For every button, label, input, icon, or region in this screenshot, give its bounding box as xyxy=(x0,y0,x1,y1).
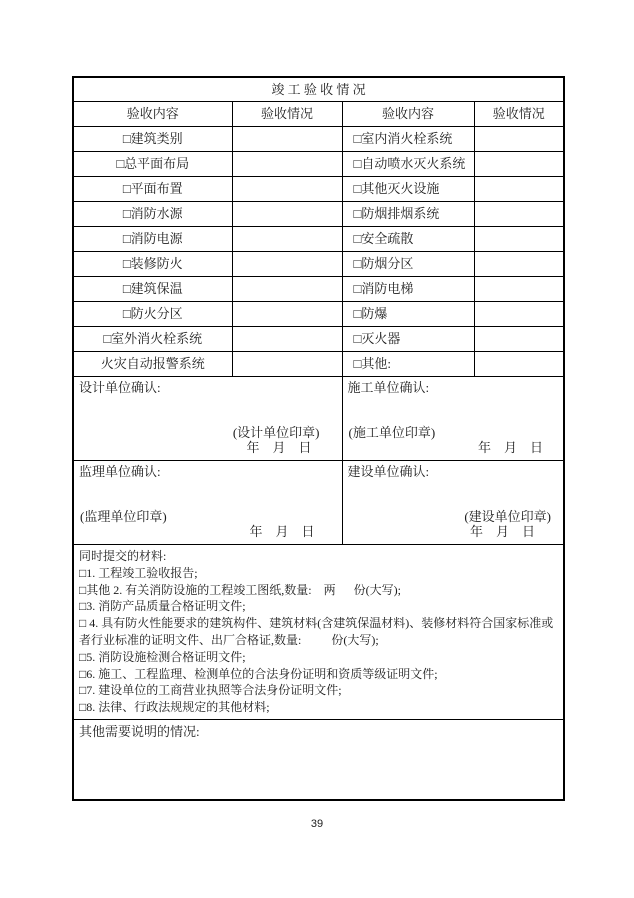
checklist-item: □总平面布局 xyxy=(73,152,232,177)
client-unit-confirm-label: 建设单位确认: xyxy=(347,464,430,479)
materials-item: □7. 建设单位的工商营业执照等合法身份证明文件; xyxy=(79,683,342,698)
checklist-item: 火灾自动报警系统 xyxy=(73,352,232,377)
checklist-row xyxy=(73,302,564,327)
other-notes-cell xyxy=(73,719,564,800)
column-header-row xyxy=(73,102,564,127)
checklist-item: □平面布置 xyxy=(73,177,232,202)
checklist-row xyxy=(73,252,564,277)
checklist-item: □防火分区 xyxy=(73,302,232,327)
checklist-item: □建筑保温 xyxy=(73,277,232,302)
status-cell xyxy=(232,227,342,252)
client-unit-confirm-cell xyxy=(342,461,564,545)
status-cell xyxy=(232,202,342,227)
materials-item: □3. 消防产品质量合格证明文件; xyxy=(79,599,246,614)
form-title: 竣 工 验 收 情 况 xyxy=(73,77,564,102)
status-cell xyxy=(474,352,564,377)
checklist-row xyxy=(73,227,564,252)
materials-item: □其他 2. 有关消防设施的工程竣工图纸,数量: 两 份(大写); xyxy=(79,582,401,597)
checklist-item: □自动喷水灭火系统 xyxy=(342,152,474,177)
design-unit-date-line: 年 月 日 xyxy=(246,440,312,456)
page-number: 39 xyxy=(310,818,324,830)
supervision-unit-confirm-label: 监理单位确认: xyxy=(79,464,161,479)
checklist-item: □装修防火 xyxy=(73,252,232,277)
checklist-item: □安全疏散 xyxy=(342,227,474,252)
checklist-row xyxy=(73,277,564,302)
checklist-row xyxy=(73,202,564,227)
materials-item: □8. 法律、行政法规规定的其他材料; xyxy=(79,700,270,715)
materials-row xyxy=(73,545,564,720)
status-cell xyxy=(474,327,564,352)
materials-item: □6. 施工、工程监理、检测单位的合法身份证明和资质等级证明文件; xyxy=(79,666,438,681)
checklist-item: □防爆 xyxy=(342,302,474,327)
construction-unit-date-line: 年 月 日 xyxy=(478,440,544,456)
checklist-row xyxy=(73,352,564,377)
materials-item: □5. 消防设施检测合格证明文件; xyxy=(79,649,246,664)
col-header-content-right: 验收内容 xyxy=(342,102,474,127)
status-cell xyxy=(474,177,564,202)
status-cell xyxy=(232,327,342,352)
design-unit-confirm-label: 设计单位确认: xyxy=(79,380,161,395)
status-cell xyxy=(232,352,342,377)
other-notes-row xyxy=(73,719,564,800)
supervision-unit-seal-placeholder: (监理单位印章) xyxy=(80,508,167,524)
construction-unit-seal-placeholder: (施工单位印章) xyxy=(348,424,436,440)
status-cell xyxy=(474,277,564,302)
supervision-unit-date-line: 年 月 日 xyxy=(249,524,315,540)
status-cell xyxy=(232,277,342,302)
checklist-row xyxy=(73,177,564,202)
checklist-item: □其他灭火设施 xyxy=(342,177,474,202)
status-cell xyxy=(474,227,564,252)
checklist-item: □消防水源 xyxy=(73,202,232,227)
checklist-item: □其他: xyxy=(342,352,474,377)
col-header-content-left: 验收内容 xyxy=(73,102,232,127)
construction-unit-confirm-cell xyxy=(342,377,564,461)
checklist-item: □灭火器 xyxy=(342,327,474,352)
construction-unit-confirm-label: 施工单位确认: xyxy=(347,380,430,395)
other-notes-heading: 其他需要说明的情况: xyxy=(79,723,200,739)
supervision-unit-confirm-cell xyxy=(73,461,342,545)
checklist-row xyxy=(73,327,564,352)
status-cell xyxy=(474,252,564,277)
checklist-row xyxy=(73,152,564,177)
status-cell xyxy=(232,177,342,202)
client-unit-date-line: 年 月 日 xyxy=(470,524,536,540)
form-title-row xyxy=(73,77,564,102)
checklist-item: □防烟排烟系统 xyxy=(342,202,474,227)
design-unit-confirm-cell xyxy=(73,377,342,461)
status-cell xyxy=(232,127,342,152)
status-cell xyxy=(232,302,342,327)
client-unit-seal-placeholder: (建设单位印章) xyxy=(464,508,552,524)
status-cell xyxy=(232,252,342,277)
status-cell xyxy=(474,202,564,227)
acceptance-form-table xyxy=(72,76,565,801)
status-cell xyxy=(474,127,564,152)
checklist-item: □消防电源 xyxy=(73,227,232,252)
submitted-materials-cell xyxy=(73,545,564,720)
design-unit-seal-placeholder: (设计单位印章) xyxy=(232,424,320,440)
materials-item: □ 4. 具有防火性能要求的建筑构件、建筑材料(含建筑保温材料)、装修材料符合国家标准或者行业标准的证明文件、出厂合格证,数量: 份(大写); xyxy=(79,616,554,647)
col-header-status-left: 验收情况 xyxy=(232,102,342,127)
materials-heading: 同时提交的材料: xyxy=(79,549,167,563)
status-cell xyxy=(474,302,564,327)
checklist-item: □防烟分区 xyxy=(342,252,474,277)
col-header-status-right: 验收情况 xyxy=(474,102,564,127)
status-cell xyxy=(232,152,342,177)
confirmation-row-bottom xyxy=(73,461,564,545)
checklist-item: □室内消火栓系统 xyxy=(342,127,474,152)
checklist-item: □室外消火栓系统 xyxy=(73,327,232,352)
checklist-item: □建筑类别 xyxy=(73,127,232,152)
materials-item: □1. 工程竣工验收报告; xyxy=(79,565,198,580)
confirmation-row-top xyxy=(73,377,564,461)
status-cell xyxy=(474,152,564,177)
checklist-item: □消防电梯 xyxy=(342,277,474,302)
checklist-row xyxy=(73,127,564,152)
